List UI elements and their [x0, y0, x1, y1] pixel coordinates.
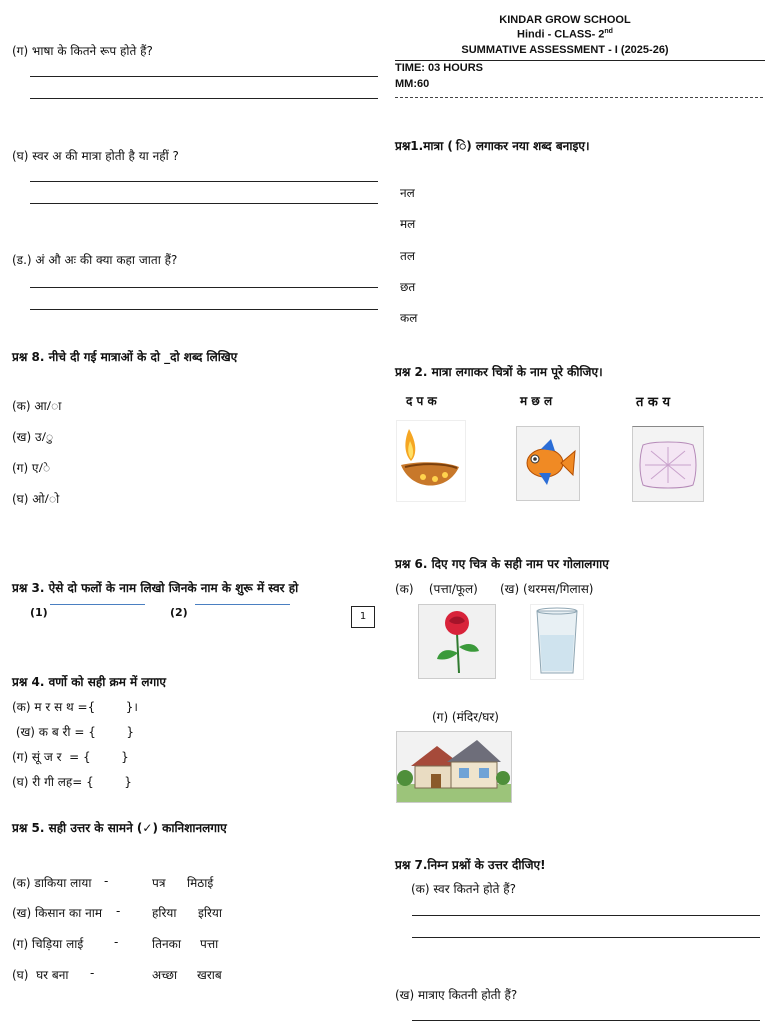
q5-dash: - [90, 966, 95, 980]
q5-option-a[interactable]: अच्छा [152, 968, 178, 982]
q1-word: तल [400, 249, 415, 263]
answer-line[interactable] [30, 203, 378, 204]
q5-question: (ग) चिड़िया लाई [12, 937, 84, 951]
q2-word: त क य [636, 395, 670, 410]
q5-question: (क) डाकिया लाया [12, 876, 92, 890]
answer-line[interactable] [412, 915, 760, 916]
q8-item: (क) आ/ा [12, 399, 62, 413]
q3-answer-2-line[interactable] [195, 604, 290, 605]
exam-title: SUMMATIVE ASSESSMENT - I (2025-26) [461, 44, 669, 56]
answer-line[interactable] [30, 181, 378, 182]
subject-class [395, 28, 735, 41]
q3-answer-1-line[interactable] [50, 604, 145, 605]
glass-icon [531, 605, 583, 679]
header-dashed-rule [395, 97, 763, 98]
pillow-image [632, 426, 704, 502]
time-label: TIME: 03 HOURS [395, 62, 484, 74]
q6-title: प्रश्न 6. दिए गए चित्र के सही नाम पर गोलालगाए [395, 557, 609, 571]
q2-title: प्रश्न 2. मात्रा लगाकर चित्रों के नाम पूरे कीजिए। [395, 365, 603, 379]
q5-question: (ख) किसान का नाम [12, 906, 103, 920]
q7-ga-question: (ग) भाषा के कितने रूप होते हैं? [12, 44, 153, 58]
q6-option-kha[interactable]: (ख) (थरमस/गिलास) [500, 582, 594, 596]
q5-dash: - [114, 935, 119, 949]
q8-item: (ख) उ/ु [12, 430, 54, 444]
house-image [396, 731, 512, 803]
answer-line[interactable] [30, 309, 378, 310]
q5-option-a[interactable]: पत्र [152, 876, 166, 890]
q2-word: द प क [406, 394, 437, 408]
q5-title: प्रश्न 5. सही उत्तर के सामने (✓) कानिशानलगाए [12, 821, 227, 835]
subject-text: Hindi - CLASS- 2 [517, 28, 605, 41]
page-number: 1 [351, 606, 375, 628]
q5-dash: - [104, 874, 109, 888]
answer-line[interactable] [30, 287, 378, 288]
q7-gha-question: (घ) स्वर अ की मात्रा होती है या नहीं ? [12, 149, 179, 163]
q8-item: (घ) ओ/ो [12, 492, 60, 506]
q1-title: प्रश्न1.मात्रा ( ि) लगाकर नया शब्द बनाइए। [395, 139, 590, 153]
q8-item: (ग) ए/े [12, 461, 51, 475]
q5-option-b[interactable]: खराब [197, 968, 222, 982]
q3-answer-1-label: (1) [30, 606, 48, 619]
q7-ka-question: (क) स्वर कितने होते हैं? [411, 882, 516, 896]
q5-option-b[interactable]: इरिया [198, 906, 222, 920]
rose-image [418, 604, 496, 679]
q1-word: छत [400, 280, 416, 294]
q7-title: प्रश्न 7.निम्न प्रश्नों के उत्तर दीजिए! [395, 858, 546, 872]
q7-kha-question: (ख) मात्राए कितनी होती हैं? [395, 988, 518, 1002]
answer-line[interactable] [30, 98, 378, 99]
house-icon [397, 732, 511, 802]
q1-word: कल [400, 311, 418, 325]
diya-lamp-icon [397, 421, 465, 501]
diya-lamp-image [396, 420, 466, 502]
q4-item: (क) म र स थ ={ }। [12, 700, 138, 714]
header-rule [395, 60, 765, 61]
marks-label: MM:60 [395, 78, 430, 90]
q1-word: मल [400, 217, 416, 231]
q4-item: (ग) सूं ज र = { } [12, 750, 129, 764]
fish-icon [517, 427, 579, 500]
q7-nga-question: (ड.) अं औ अः की क्या कहा जाता हैं? [12, 253, 178, 267]
school-name: KINDAR GROW SCHOOL [499, 14, 631, 26]
q5-option-b[interactable]: मिठाई [187, 876, 214, 890]
q5-question: (घ) घर बना [12, 968, 69, 982]
q4-item: (ख) क ब री = { } [12, 725, 134, 739]
fish-image [516, 426, 580, 501]
q4-title: प्रश्न 4. वर्णो को सही क्रम में लगाए [12, 675, 167, 689]
answer-line[interactable] [412, 1020, 760, 1021]
q3-answer-2-label: (2) [170, 606, 188, 619]
pillow-icon [633, 427, 703, 501]
q3-title: प्रश्न 3. ऐसे दो फलों के नाम लिखो जिनके नाम के शुरू में स्वर हो [12, 581, 299, 595]
rose-icon [419, 605, 495, 678]
q1-word: नल [400, 186, 415, 200]
q5-option-a[interactable]: तिनका [152, 937, 181, 951]
answer-line[interactable] [30, 76, 378, 77]
q6-option-ga[interactable]: (ग) (मंदिर/घर) [432, 710, 499, 724]
q5-option-a[interactable]: हरिया [152, 906, 177, 920]
q8-title: प्रश्न 8. नीचे दी गई मात्राओं के दो _दो शब्द लिखिए [12, 350, 238, 364]
q5-dash: - [116, 904, 121, 918]
q5-option-b[interactable]: पत्ता [200, 937, 219, 951]
glass-image [530, 604, 584, 680]
answer-line[interactable] [412, 937, 760, 938]
q6-option-ka[interactable]: (क) (पत्ता/फूल) [395, 582, 478, 596]
q2-word: म छ ल [520, 394, 553, 408]
q4-item: (घ) री गी लह= { } [12, 775, 132, 789]
class-suffix: nd [604, 28, 613, 35]
